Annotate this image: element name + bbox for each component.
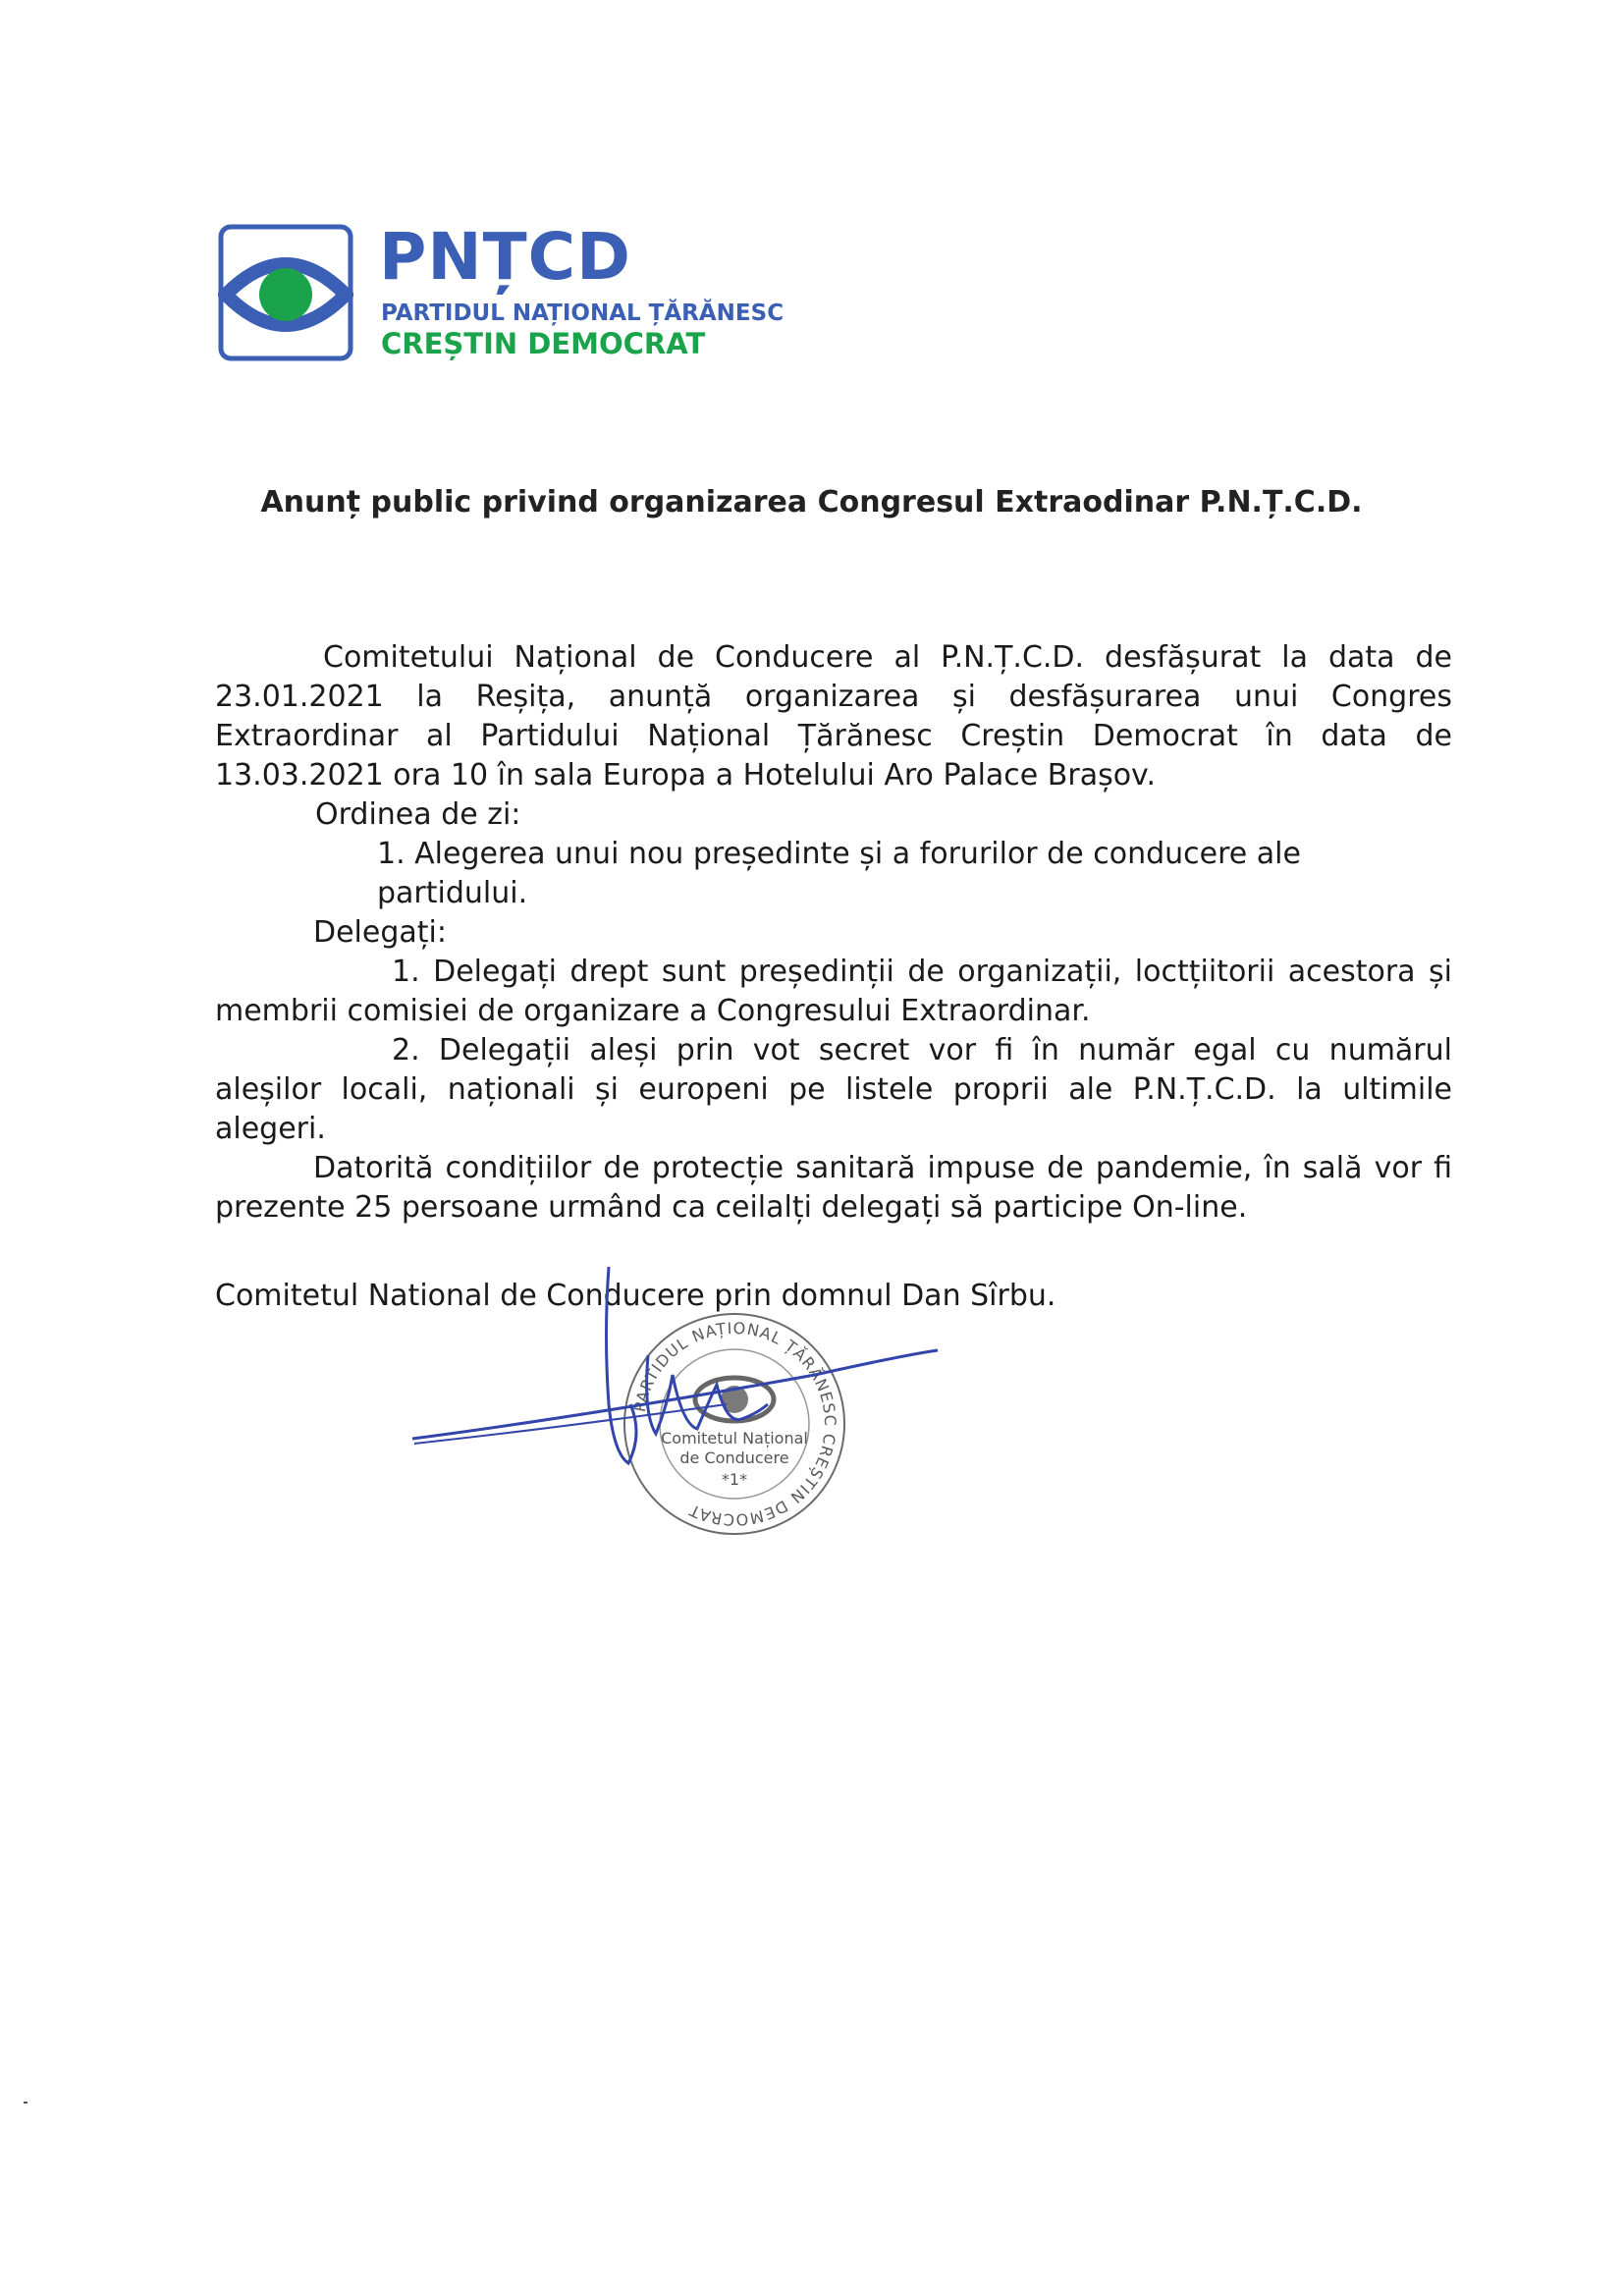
- logo-party-name-line2: CREȘTIN DEMOCRAT: [381, 327, 706, 360]
- delegates-item-1: 1. Delegați drept sunt președinții de organizații, loctțiitorii acestora și membrii comisiei de organizare a Congresului Extraordinar.: [215, 955, 1452, 1028]
- svg-text:PARTIDUL NAȚIONAL ȚĂRĂNESC CRE: PARTIDUL NAȚIONAL ȚĂRĂNESC CREȘTIN DEMOCRAT: [629, 1318, 840, 1530]
- logo-party-name-line1: PARTIDUL NAȚIONAL ȚĂRĂNESC: [381, 301, 784, 326]
- logo-acronym: PNȚCD: [379, 219, 631, 295]
- svg-text:*1*: *1*: [721, 1470, 748, 1489]
- agenda-heading: Ordinea de zi:: [315, 797, 521, 832]
- svg-text:de Conducere: de Conducere: [679, 1449, 789, 1467]
- delegates-item-2: 2. Delegații aleși prin vot secret vor fi în număr egal cu numărul aleșilor locali, naționali și europeni pe listele proprii ale P.N.Ț.C.D. la ultimile alegeri.: [215, 1033, 1452, 1146]
- intro-paragraph: Comitetului Național de Conducere al P.N.Ț.C.D. desfășurat la data de 23.01.2021 la Reșița, anunță organizarea și desfășurarea unui Congres Extraordinar al Partidului Național Țărănesc Creștin Democrat în data de 13.03.2021 ora 10 în sala Europa a Hotelului Aro Palace Brașov.: [215, 640, 1452, 793]
- scan-mark: [24, 2102, 27, 2104]
- agenda-item: 1. Alegerea unui nou președinte și a forurilor de conducere ale partidului.: [377, 837, 1301, 910]
- handwritten-signature: [403, 1257, 952, 1512]
- document-body: [215, 638, 1452, 1228]
- signature-line: Comitetul National de Conducere prin domnul Dan Sîrbu.: [215, 1279, 1056, 1313]
- eye-logo-icon: [218, 224, 353, 361]
- closing-paragraph: Datorită condițiilor de protecție sanitară impuse de pandemie, în sală vor fi prezente 25 persoane urmând ca ceilalți delegați să participe On-line.: [215, 1151, 1452, 1225]
- document-title: Anunț public privind organizarea Congresul Extraodinar P.N.Ț.C.D.: [260, 485, 1363, 519]
- delegates-heading: Delegați:: [313, 915, 447, 950]
- svg-text:Comitetul Național: Comitetul Național: [661, 1429, 808, 1448]
